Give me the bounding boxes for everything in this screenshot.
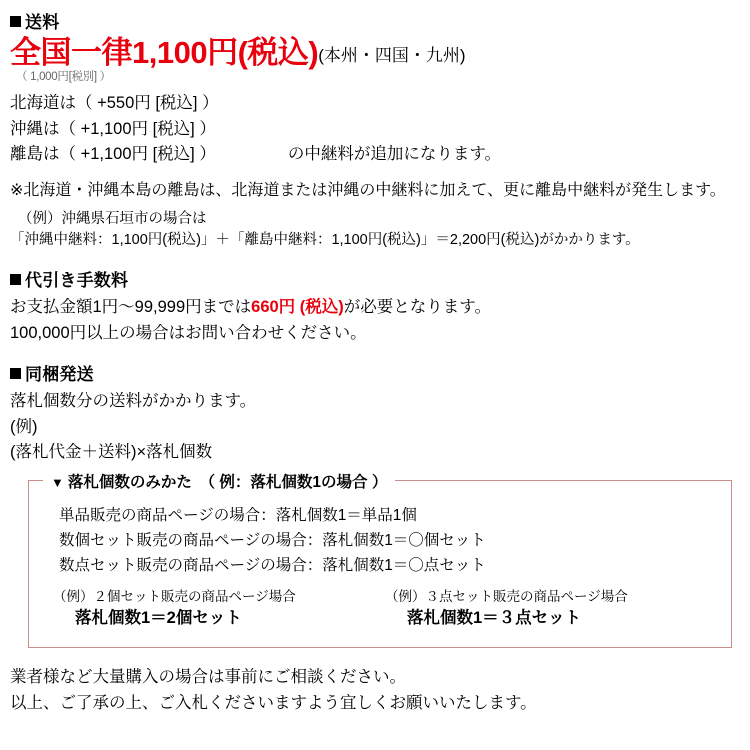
bid-count-example-right-value: 落札個数1＝３点セット <box>407 609 582 628</box>
cod-fee-after: が必要となります。 <box>343 298 491 317</box>
shipping-note-main: ※北海道・沖縄本島の離島は、北海道または沖縄の中継料に加えて、更に離島中継料が発生します。 <box>10 181 726 199</box>
bundle-line-2: (例) <box>10 417 38 436</box>
bundle-line-3: (落札代金＋送料)×落札個数 <box>10 443 213 462</box>
bid-count-example-left <box>53 588 385 631</box>
cod-fee-line <box>10 295 740 321</box>
footer-notes <box>10 664 740 717</box>
bid-count-line-3: 数点セット販売の商品ページの場合：落札個数1＝〇点セット <box>59 557 486 575</box>
shipping-note-example-1: （例）沖縄県石垣市の場合は <box>18 210 207 227</box>
bid-count-line-1: 単品販売の商品ページの場合：落札個数1＝単品1個 <box>59 506 417 524</box>
shipping-region-remote-islands <box>10 142 740 167</box>
section-heading-shipping-label: 送料 <box>25 13 60 32</box>
cod-fee-before: お支払金額1円～99,999円までは <box>10 298 252 317</box>
footer-line-1: 業者様など大量購入の場合は事前にご相談ください。 <box>10 668 406 687</box>
cod-fee-amount: 660円 (税込) <box>251 298 344 317</box>
shipping-headline-main: 全国一律1,100円(税込) <box>10 34 319 70</box>
bid-count-example-right <box>385 588 717 631</box>
shipping-region-okinawa: 沖縄は（ +1,100円 [税込] ） <box>10 119 216 138</box>
bid-count-box-title-label: 落札個数のみかた （ 例：落札個数1の場合 ） <box>67 473 388 491</box>
bid-count-example-left-caption: （例）２個セット販売の商品ページ場合 <box>53 589 296 605</box>
shipping-relay-suffix: の中継料が追加になります。 <box>287 144 502 163</box>
bid-count-explanation-box <box>28 473 732 648</box>
shipping-note-example-2: 「沖縄中継料：1,100円(税込)」＋「離島中継料：1,100円(税込)」＝2,200円(税込)がかかります。 <box>10 232 640 249</box>
square-bullet-icon-bundle <box>10 368 21 379</box>
shipping-headline-sub: (本州・四国・九州) <box>318 46 466 66</box>
triangle-down-icon: ▼ <box>51 474 64 490</box>
bid-count-example-right-caption: （例）３点セット販売の商品ページ場合 <box>385 589 628 605</box>
shipping-headline <box>10 34 740 70</box>
section-heading-bundle-label: 同梱発送 <box>25 365 94 385</box>
footer-line-2: 以上、ご了承の上、ご入札くださいますよう宜しくお願いいたします。 <box>10 694 537 713</box>
square-bullet-icon <box>10 16 21 27</box>
shipping-region-remote-islands-label: 離島は（ +1,100円 [税込] ） <box>10 144 216 163</box>
shipping-headline-note: （ 1,000円[税別] ） <box>16 71 111 84</box>
section-heading-cod <box>10 270 740 293</box>
bundle-line-1: 落札個数分の送料がかかります。 <box>10 392 257 411</box>
bid-count-examples <box>43 588 717 631</box>
bid-count-line-2: 数個セット販売の商品ページの場合：落札個数1＝〇個セット <box>59 532 486 550</box>
section-heading-shipping <box>10 12 740 35</box>
bid-count-example-left-value: 落札個数1＝2個セット <box>75 609 242 628</box>
shipping-region-hokkaido: 北海道は（ +550円 [税込] ） <box>10 94 219 113</box>
bid-count-box-title <box>43 470 395 492</box>
cod-fee-line-2: 100,000円以上の場合はお問い合わせください。 <box>10 323 367 342</box>
section-heading-cod-label: 代引き手数料 <box>25 271 129 291</box>
section-heading-bundle <box>10 364 740 387</box>
square-bullet-icon-cod <box>10 274 21 285</box>
